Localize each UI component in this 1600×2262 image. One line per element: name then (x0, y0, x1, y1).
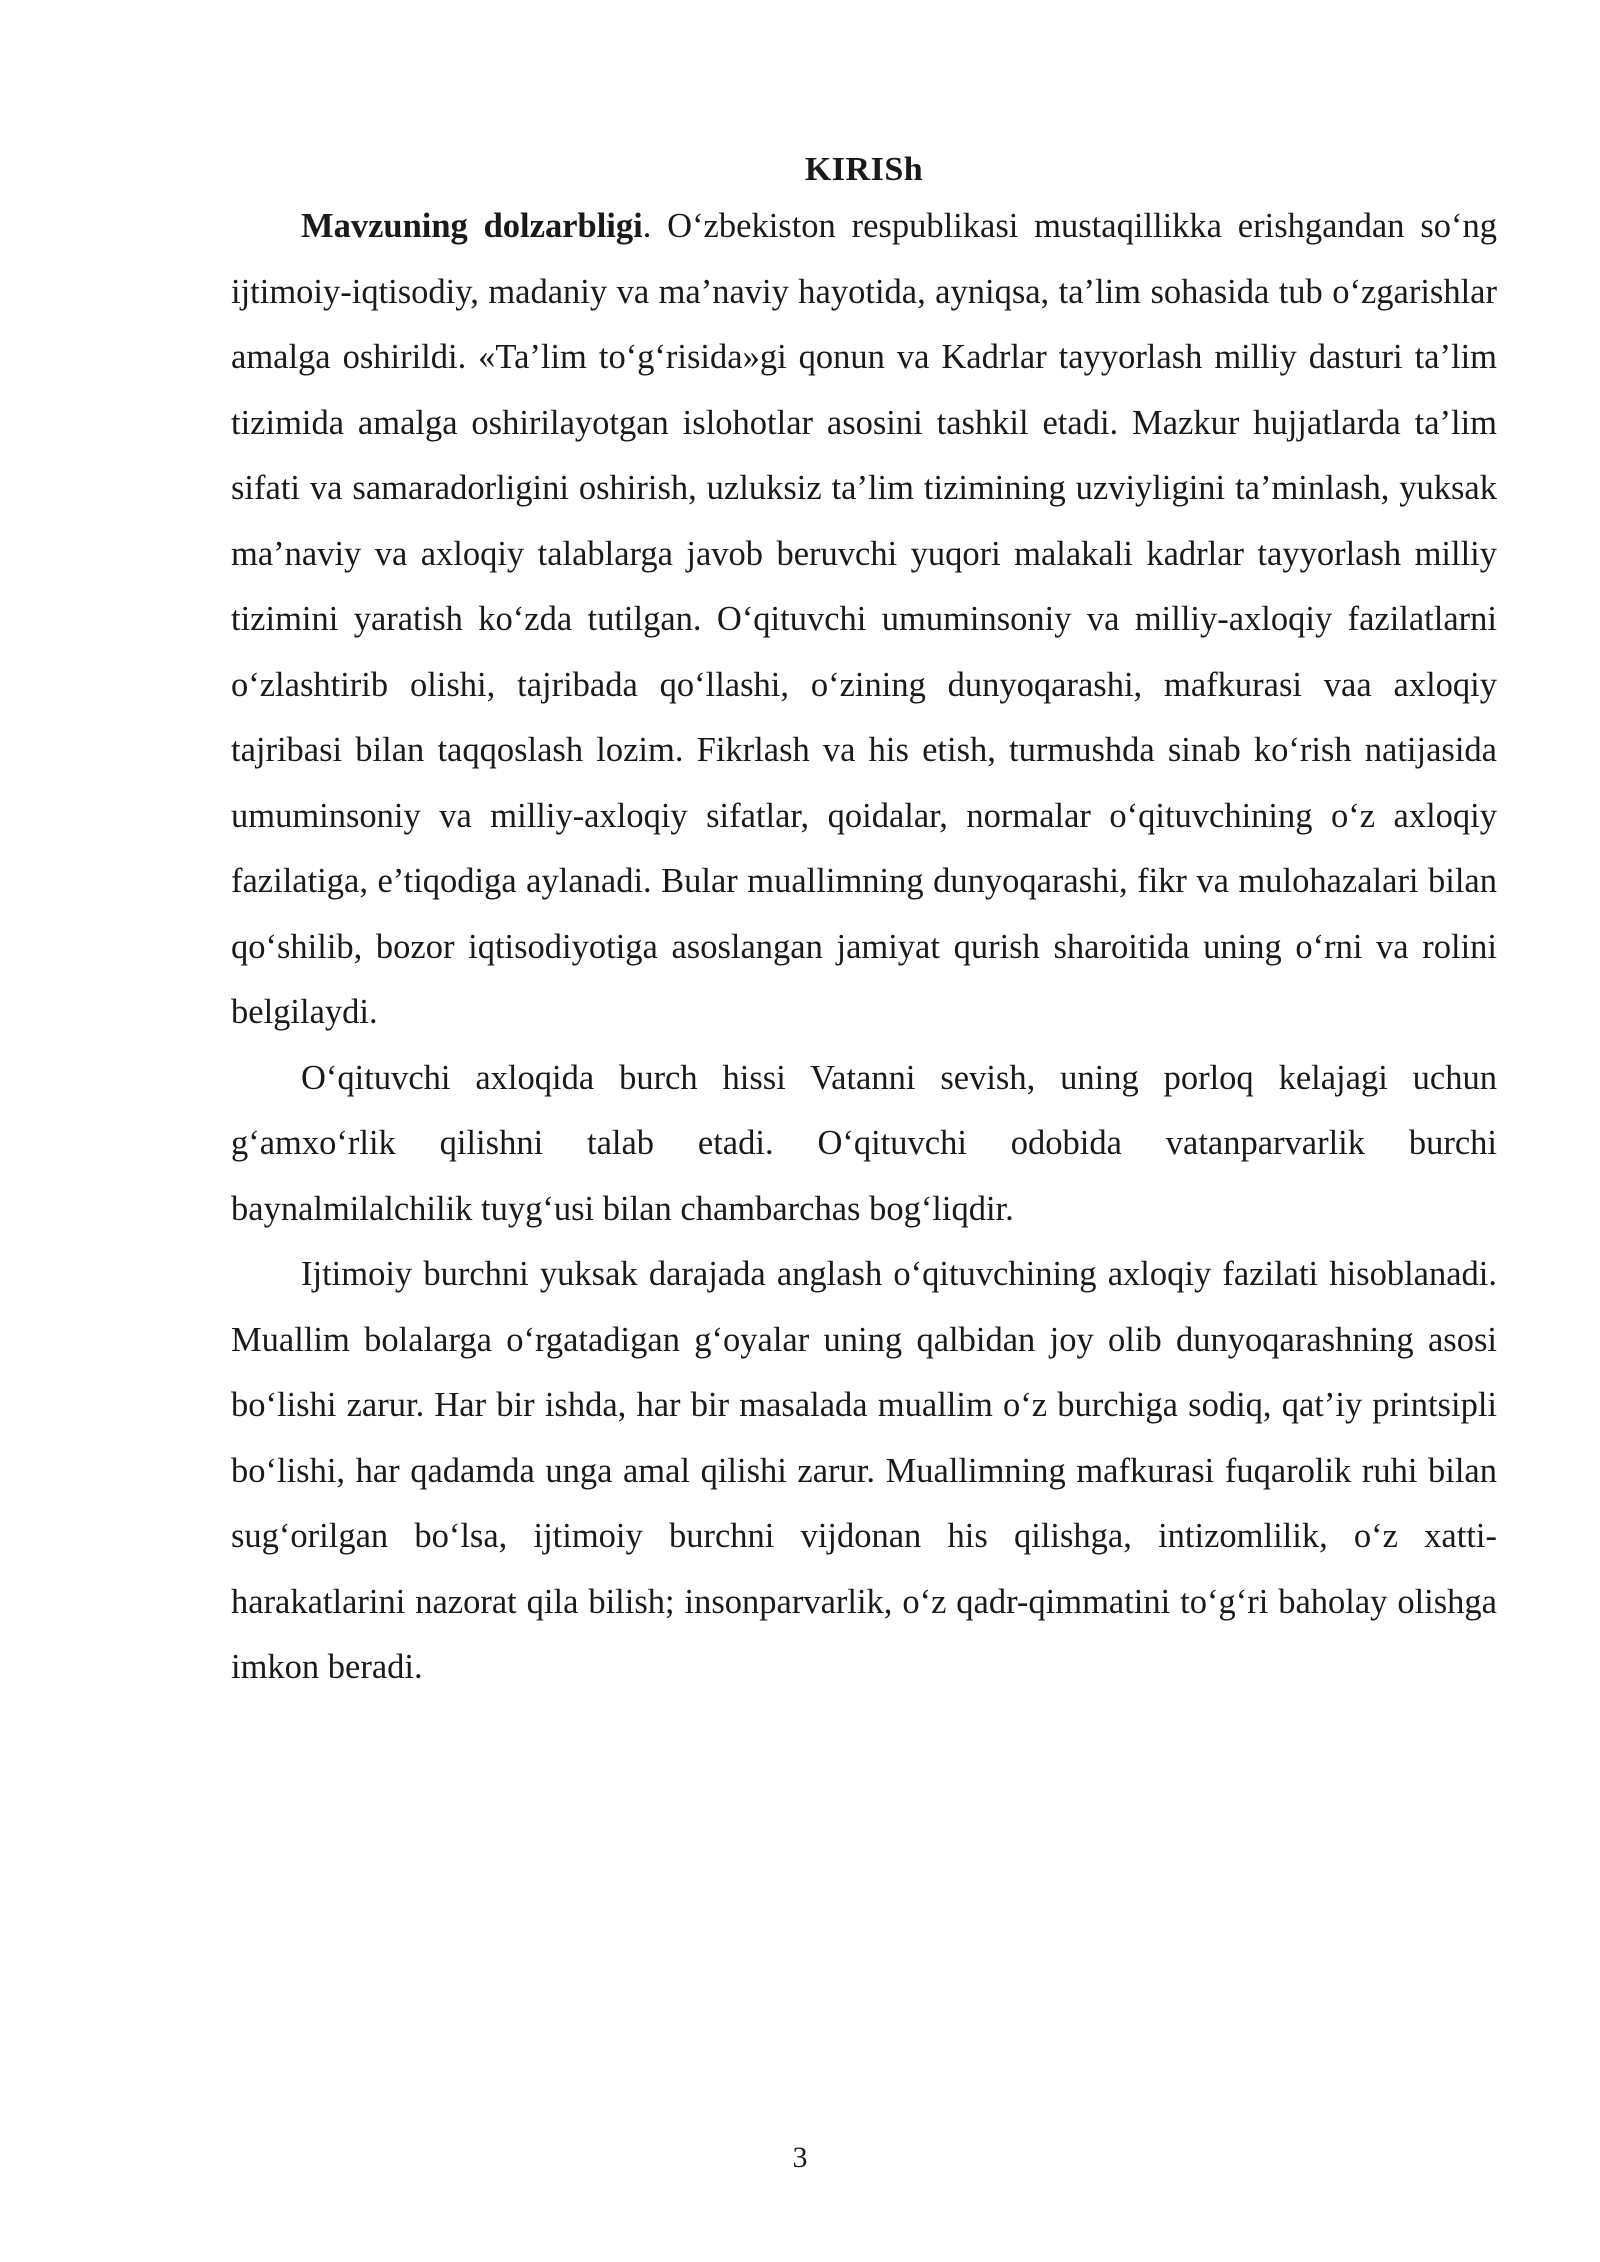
document-page (231, 150, 1497, 1701)
paragraph-body: Ijtimoiy burchni yuksak darajada anglash o‘qituvchining axloqiy fazilati hisoblanadi. Muallim bolalarga o‘rgatadigan g‘oyalar uning qalbidan joy olib dunyoqarashning asosi bo‘lishi zarur. Har bir ishda, har bir masalada muallim o‘z burchiga sodiq, qat’iy printsipli bo‘lishi, har qadamda unga amal qilishi zarur. Muallimning mafkurasi fuqarolik ruhi bilan sug‘orilgan bo‘lsa, ijtimoiy burchni vijdonan his qilishga, intizomlilik, o‘z xatti-harakatlarini nazorat qila bilish; insonparvarlik, o‘z qadr-qimmatini to‘g‘ri baholay olishga imkon beradi. (231, 1255, 1497, 1686)
paragraph-body: O‘zbekiston respublikasi mustaqillikka erishgandan so‘ng ijtimoiy-iqtisodiy, madaniy va ma’naviy hayotida, ayniqsa, ta’lim sohasida tub o‘zgarishlar amalga oshirildi. «Ta’lim to‘g‘risida»gi qonun va Kadrlar tayyorlash milliy dasturi ta’lim tizimida amalga oshirilayotgan islohotlar asosini tashkil etadi. Mazkur hujjatlarda ta’lim sifati va samaradorligini oshirish, uzluksiz ta’lim tizimining uzviyligini ta’minlash, yuksak ma’naviy va axloqiy talablarga javob beruvchi yuqori malakali kadrlar tayyorlash milliy tizimini yaratish ko‘zda tutilgan. O‘qituvchi umuminsoniy va milliy-axloqiy fazilatlarni o‘zlashtirib olishi, tajribada qo‘llashi, o‘zining dunyoqarashi, mafkurasi vaa axloqiy tajribasi bilan taqqoslash lozim. Fikrlash va his etish, turmushda sinab ko‘rish natijasida umuminsoniy va milliy-axloqiy sifatlar, qoidalar, normalar o‘qituvchining o‘z axloqiy fazilatiga, e’tiqodiga aylanadi. Bular muallimning dunyoqarashi, fikr va mulohazalari bilan qo‘shilib, bozor iqtisodiyotiga asoslangan jamiyat qurish sharoitida uning o‘rni va rolini belgilaydi. (231, 207, 1497, 1031)
paragraph-body: O‘qituvchi axloqida burch hissi Vatanni sevish, uning porloq kelajagi uchun g‘amxo‘rlik qilishni talab etadi. O‘qituvchi odobida vatanparvarlik burchi baynalmilalchilik tuyg‘usi bilan chambarchas bog‘liqdir. (231, 1058, 1497, 1228)
paragraph-social-duty (231, 1242, 1497, 1701)
section-title: KIRISh (804, 151, 924, 188)
paragraph-lead-heading: Mavzuning dolzarbligi (301, 207, 643, 245)
paragraph-relevance (231, 194, 1497, 1046)
paragraph-lead-punctuation: . (642, 207, 652, 245)
paragraph-teacher-duty (231, 1046, 1497, 1243)
page-number: 3 (792, 2141, 808, 2174)
